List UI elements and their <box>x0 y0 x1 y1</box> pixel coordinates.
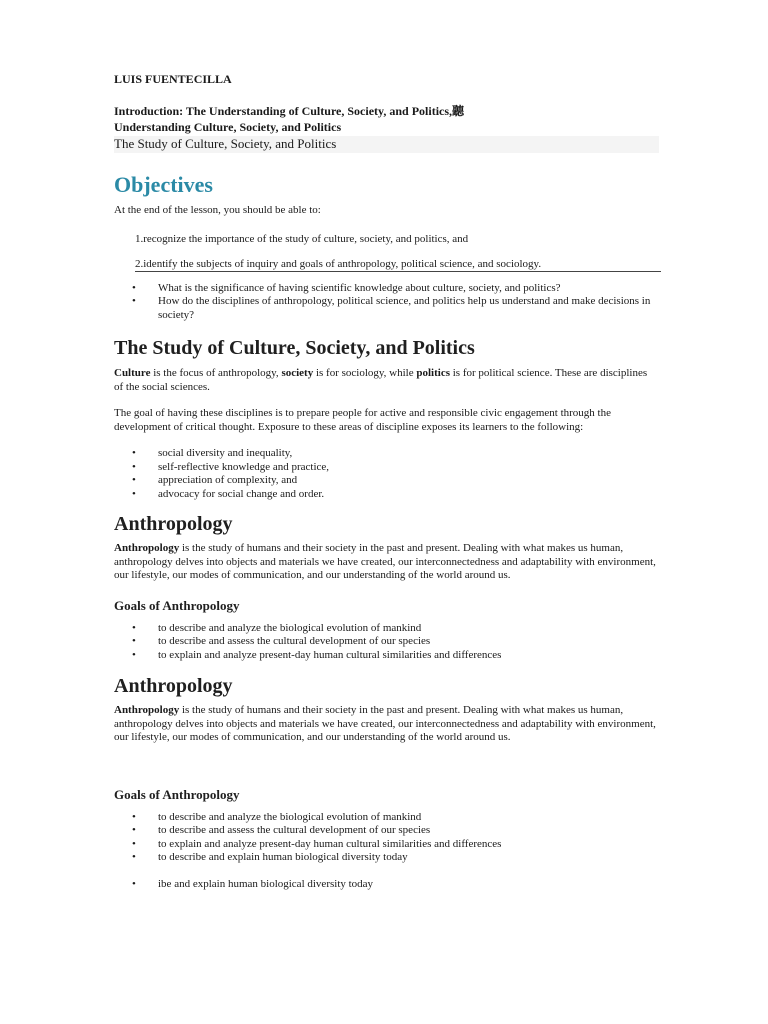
goals-heading: Goals of Anthropology <box>114 597 240 613</box>
goals-heading-repeat: Goals of Anthropology <box>114 786 240 802</box>
intro-study-line: The Study of Culture, Society, and Politics <box>114 136 659 153</box>
study-paragraph-2: The goal of having these disciplines is to prepare people for active and responsible civic engagement through the development of critical thought. Exposure to these areas of discipline exposes its learners to the following: <box>114 407 611 433</box>
truncated-goal-list <box>114 878 659 892</box>
study-text-b: is for sociology, while <box>313 367 417 379</box>
list-item: • to explain and analyze present-day human cultural similarities and differences <box>114 649 659 663</box>
list-item: • self-reflective knowledge and practice, <box>114 461 659 475</box>
list-item: • to describe and assess the cultural development of our species <box>114 635 659 649</box>
study-heading: The Study of Culture, Society, and Politics <box>114 337 475 359</box>
culture-term: Culture <box>114 367 151 379</box>
guide-questions-list <box>114 282 659 323</box>
objectives-heading: Objectives <box>114 172 213 197</box>
anthropology-term: Anthropology <box>114 704 180 716</box>
list-item: • ibe and explain human biological diversity today <box>114 878 659 892</box>
goals-list <box>114 622 659 663</box>
objective-item-2: 2.identify the subjects of inquiry and goals of anthropology, political science, and sociology. <box>135 258 661 272</box>
anthropology-paragraph <box>114 542 659 583</box>
study-text-a: is the focus of anthropology, <box>150 367 282 379</box>
anthropology-paragraph-repeat <box>114 704 659 745</box>
objective-item-1: 1.recognize the importance of the study of culture, society, and politics, and <box>135 232 469 245</box>
author-name: LUIS FUENTECILLA <box>114 72 232 86</box>
list-item: • to describe and analyze the biological evolution of mankind <box>114 622 659 636</box>
anthropology-body: is the study of humans and their society in the past and present. Dealing with what makes us human, anthropology delves into objects and materials we have created, our interconnectedness and adaptability with environment, our lifestyle, our modes of communication, and our understanding of the world around us. <box>114 542 656 581</box>
intro-subtitle: Understanding Culture, Society, and Politics <box>114 120 342 134</box>
discipline-exposure-list <box>114 447 659 501</box>
list-item: • social diversity and inequality, <box>114 447 659 461</box>
list-item: • to explain and analyze present-day human cultural similarities and differences <box>114 838 659 852</box>
anthropology-heading: Anthropology <box>114 513 233 535</box>
politics-term: politics <box>416 367 450 379</box>
objectives-lead: At the end of the lesson, you should be able to: <box>114 204 321 216</box>
list-item: • appreciation of complexity, and <box>114 474 659 488</box>
list-item: • to describe and explain human biological diversity today <box>114 851 659 865</box>
goals-list-repeat <box>114 811 659 865</box>
list-item: • advocacy for social change and order. <box>114 488 659 502</box>
list-item: • What is the significance of having scientific knowledge about culture, society, and politics? <box>114 282 659 296</box>
study-text-c: is for political science. These are disciplines of the social sciences. <box>114 367 648 393</box>
anthropology-term: Anthropology <box>114 542 180 554</box>
anthropology-body: is the study of humans and their society in the past and present. Dealing with what makes us human, anthropology delves into objects and materials we have created, our interconnectedness and adaptability with environment, our lifestyle, our modes of communication, and our understanding of the world around us. <box>114 704 656 743</box>
list-item: • to describe and assess the cultural development of our species <box>114 824 659 838</box>
anthropology-heading-repeat: Anthropology <box>114 675 233 697</box>
society-term: society <box>281 367 314 379</box>
list-item: • How do the disciplines of anthropology, political science, and politics help us understand and make decisions in society? <box>114 295 659 322</box>
document-content <box>114 72 659 891</box>
list-item: • to describe and analyze the biological evolution of mankind <box>114 811 659 825</box>
study-paragraph-1 <box>114 367 659 394</box>
intro-title: Introduction: The Understanding of Culture, Society, and Politics,聽 <box>114 104 465 118</box>
